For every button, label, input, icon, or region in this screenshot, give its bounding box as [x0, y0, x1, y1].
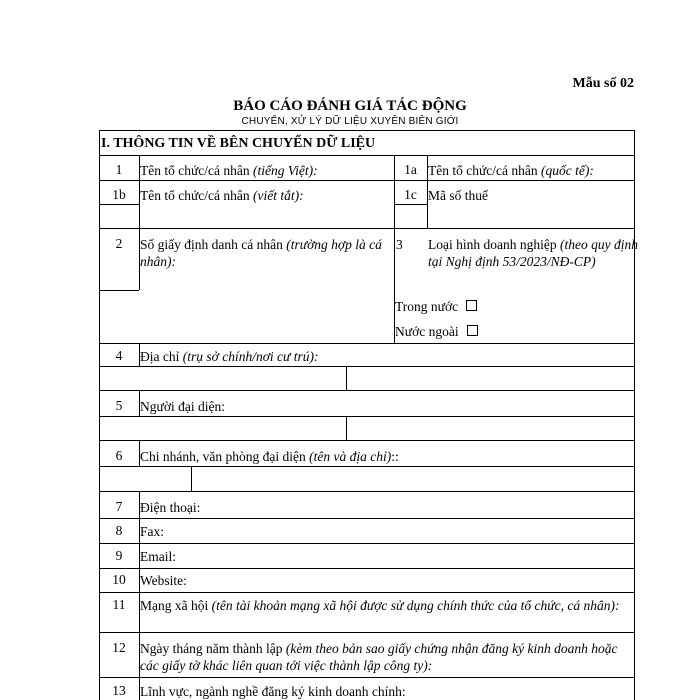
- row-divider: [99, 204, 139, 205]
- field-email: Email:: [140, 549, 176, 564]
- answer-divider: [191, 466, 192, 491]
- checkbox-foreign[interactable]: [467, 325, 478, 336]
- field-address: Địa chỉ (trụ sở chính/nơi cư trú):: [140, 349, 319, 364]
- field-org-name-vn: Tên tổ chức/cá nhân (tiếng Việt):: [140, 163, 318, 178]
- row-number: 1: [115, 162, 123, 177]
- row-divider: [99, 366, 634, 367]
- row-number: 11: [112, 597, 126, 612]
- row-number: 4: [115, 348, 123, 363]
- field-founding-date: Ngày tháng năm thành lập (kèm theo bản sao giấy chứng nhận đăng ký kinh doanh hoặc các giấy tờ khác liên quan tới việc thành lập công ty):: [140, 641, 618, 673]
- section-heading: I. THÔNG TIN VỀ BÊN CHUYỂN DỮ LIỆU: [101, 136, 376, 151]
- answer-divider: [346, 366, 347, 390]
- row-divider: [394, 204, 427, 205]
- row-divider: [99, 390, 634, 391]
- field-business-line: Lĩnh vực, ngành nghề đăng ký kinh doanh chính:: [140, 684, 406, 699]
- row-number: 9: [115, 548, 123, 563]
- field-org-name-short: Tên tổ chức/cá nhân (viết tắt):: [140, 188, 304, 203]
- row-divider: [99, 568, 634, 569]
- table-border-right: [634, 130, 635, 700]
- option-domestic[interactable]: Trong nước: [395, 298, 477, 315]
- row-number: 3: [396, 237, 403, 252]
- field-phone: Điện thoại:: [140, 500, 201, 515]
- field-tax-code: Mã số thuế: [428, 188, 488, 203]
- row-number: 10: [112, 572, 126, 587]
- row-divider: [99, 416, 634, 417]
- table-border-left: [99, 130, 100, 700]
- row-divider: [99, 440, 634, 441]
- row-divider: [99, 343, 634, 344]
- row-number: 1a: [404, 162, 417, 177]
- row-number: 13: [112, 683, 126, 698]
- field-website: Website:: [140, 573, 187, 588]
- field-branch: Chi nhánh, văn phòng đại diện (tên và địa chỉ)::: [140, 449, 399, 464]
- row-number: 1c: [404, 187, 417, 202]
- document-title: BÁO CÁO ĐÁNH GIÁ TÁC ĐỘNG: [233, 98, 467, 114]
- row-divider: [99, 180, 634, 181]
- row-divider: [99, 592, 634, 593]
- form-number: Mẫu số 02: [572, 76, 634, 91]
- checkbox-domestic[interactable]: [466, 300, 477, 311]
- field-representative: Người đại diện:: [140, 399, 225, 414]
- row-divider: [99, 290, 139, 291]
- answer-divider: [346, 416, 347, 440]
- row-number: 8: [115, 523, 123, 538]
- field-business-type: Loại hình doanh nghiệp (theo quy định tại Nghị định 53/2023/NĐ-CP): [428, 237, 638, 269]
- row-number: 2: [115, 236, 123, 251]
- row-number: 7: [115, 499, 123, 514]
- row-divider: [99, 491, 634, 492]
- row-divider: [99, 677, 634, 678]
- row-divider: [99, 543, 634, 544]
- field-fax: Fax:: [140, 524, 165, 539]
- row-number: 12: [112, 640, 126, 655]
- row-divider: [99, 155, 634, 156]
- field-social-media: Mạng xã hội (tên tài khoản mạng xã hội được sử dụng chính thức của tổ chức, cá nhân):: [140, 598, 620, 613]
- row-divider: [99, 518, 634, 519]
- field-org-name-intl: Tên tổ chức/cá nhân (quốc tế):: [428, 163, 594, 178]
- row-divider: [99, 466, 634, 467]
- row-divider: [99, 632, 634, 633]
- row-number: 6: [115, 448, 123, 463]
- option-foreign[interactable]: Nước ngoài: [395, 323, 478, 340]
- row-divider: [99, 130, 634, 131]
- row-number: 5: [115, 398, 123, 413]
- row-number: 1b: [112, 187, 126, 202]
- field-personal-id: Số giấy định danh cá nhân (trường hợp là cá nhân):: [140, 237, 382, 269]
- document-subtitle: CHUYỂN, XỬ LÝ DỮ LIỆU XUYÊN BIÊN GIỚI: [241, 116, 459, 127]
- row-divider: [99, 228, 634, 229]
